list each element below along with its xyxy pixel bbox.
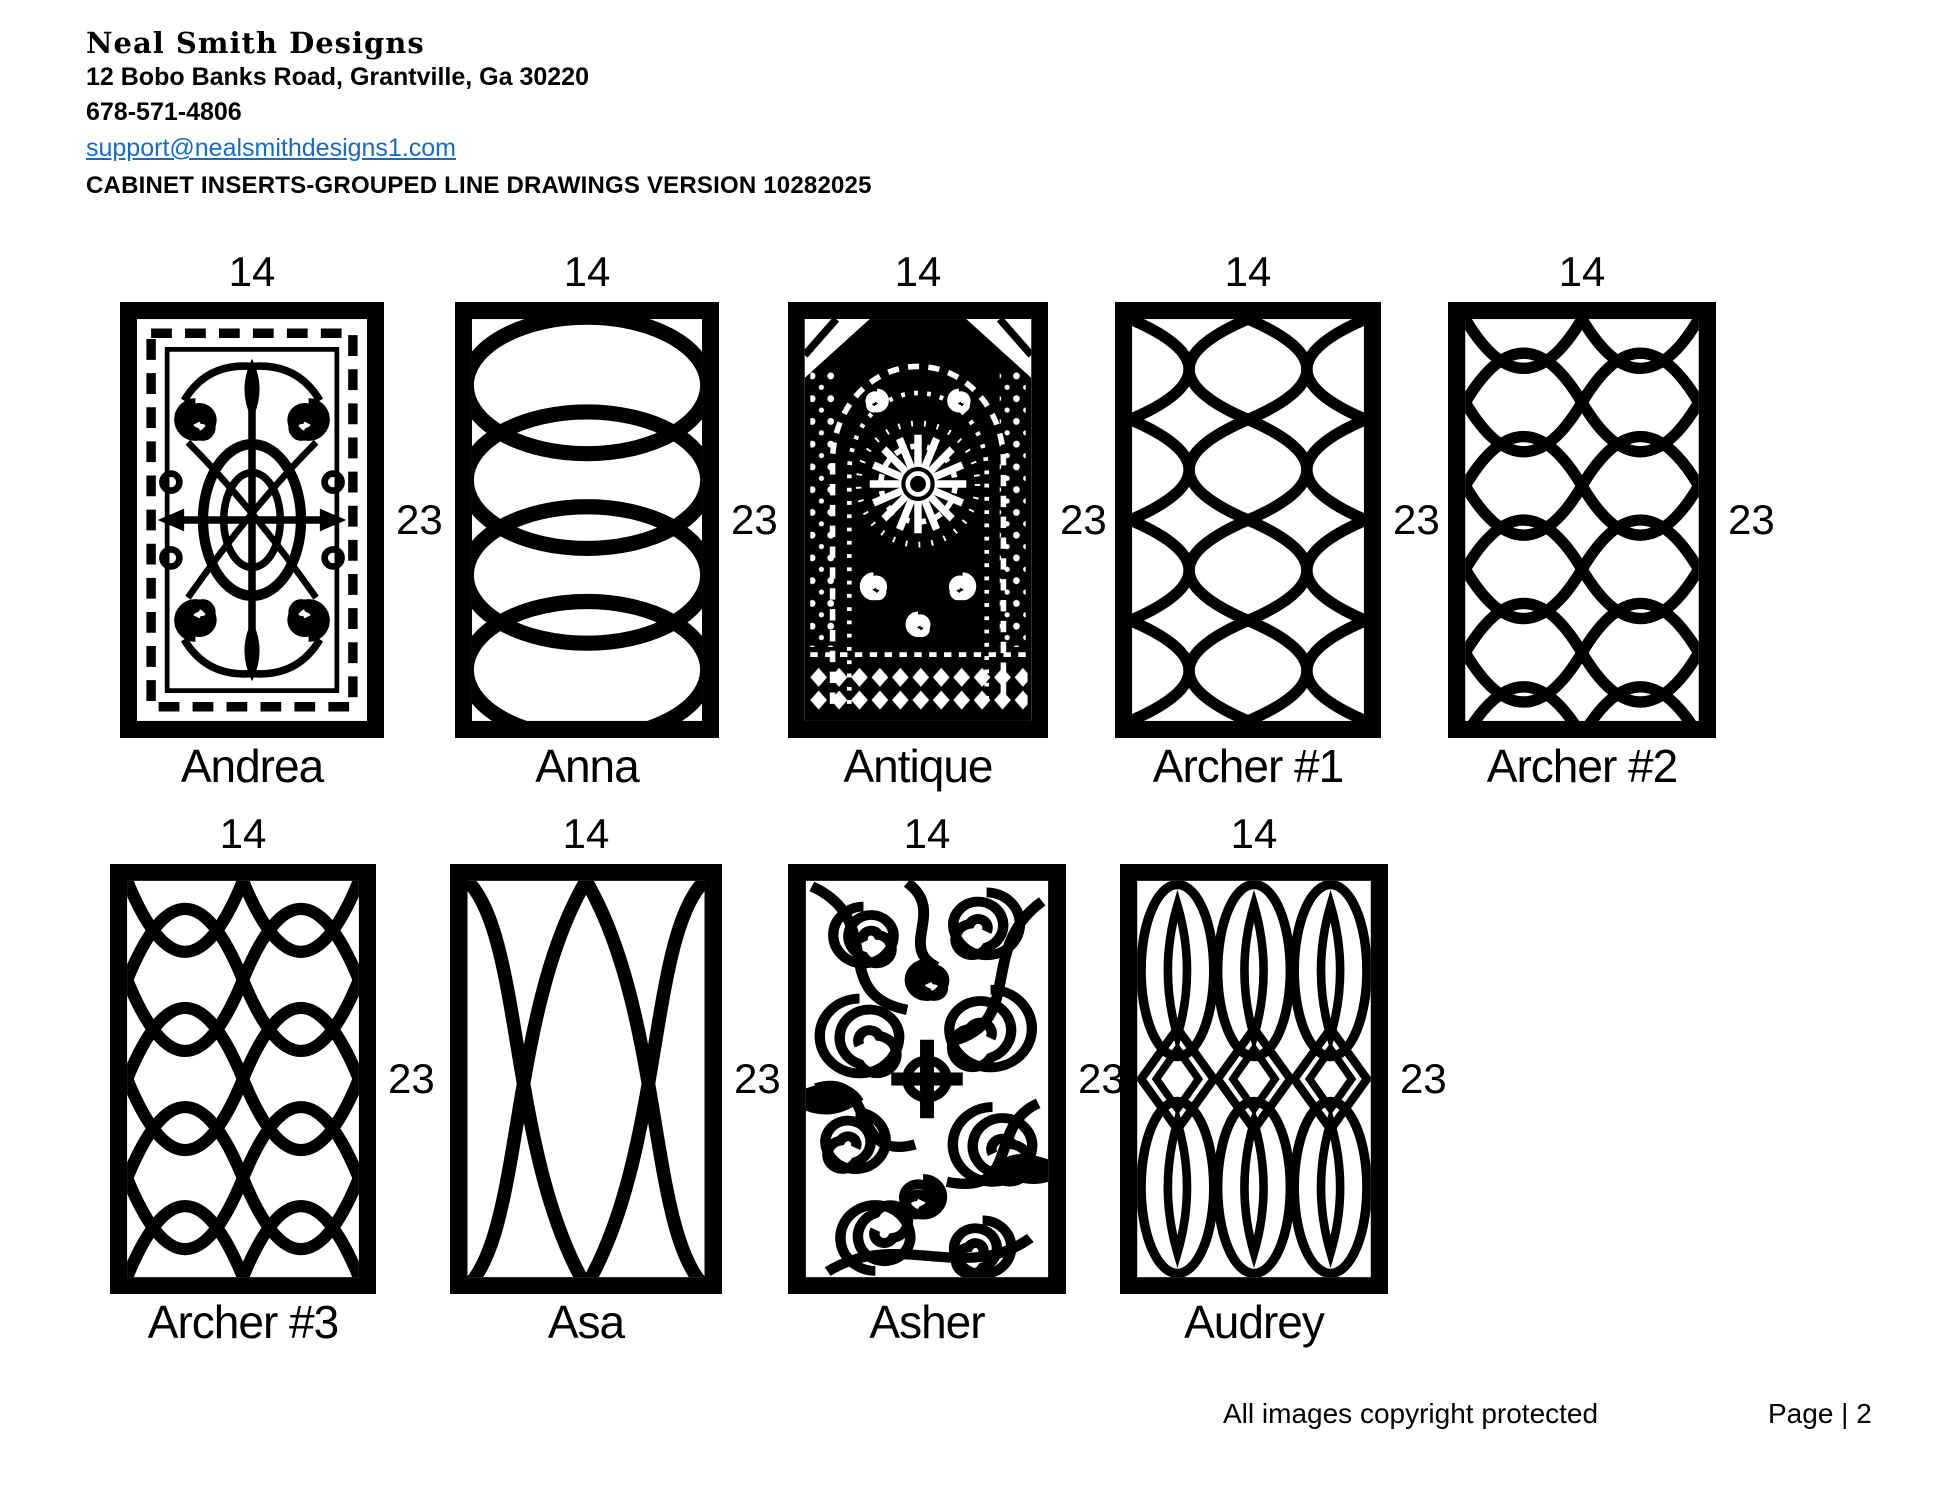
archer-3-line-drawing	[110, 864, 376, 1294]
company-email-line	[86, 134, 456, 163]
panel-name: Asher	[869, 1296, 985, 1348]
panel-name: Archer #1	[1152, 740, 1344, 792]
width-dim-label: 14	[1230, 810, 1278, 857]
panel-group-audrey	[1120, 808, 1447, 1348]
width-dim-label: 14	[562, 810, 610, 857]
panel-name: Audrey	[1184, 1296, 1324, 1348]
width-dim-label: 14	[228, 248, 276, 295]
panel-name: Archer #2	[1486, 740, 1678, 792]
company-phone: 678-571-4806	[86, 98, 242, 126]
height-dim-label: 23	[1393, 496, 1440, 543]
copyright-notice: All images copyright protected	[1223, 1398, 1599, 1429]
height-dim-label: 23	[1060, 496, 1107, 543]
width-dim-label: 14	[1224, 248, 1272, 295]
width-dim-label: 14	[1558, 248, 1606, 295]
width-dim-label: 14	[894, 248, 942, 295]
panel-group-archer-1	[1115, 246, 1440, 792]
panel-group-antique	[788, 246, 1107, 792]
panel-name: Archer #3	[147, 1296, 339, 1348]
panel-group-asa	[450, 808, 781, 1348]
panel-group-anna	[455, 246, 778, 792]
panel-name: Anna	[535, 740, 639, 792]
height-dim-label: 23	[1078, 1055, 1125, 1102]
panel-name: Asa	[547, 1296, 625, 1348]
height-dim-label: 23	[731, 496, 778, 543]
company-name: Neal Smith Designs	[86, 26, 425, 60]
height-dim-label: 23	[396, 496, 443, 543]
panel-name: Antique	[843, 740, 993, 792]
archer-2-line-drawing	[1448, 302, 1716, 738]
anna-line-drawing	[455, 302, 719, 738]
width-dim-label: 14	[219, 810, 267, 857]
width-dim-label: 14	[903, 810, 951, 857]
panel-group-asher	[788, 808, 1125, 1348]
company-address: 12 Bobo Banks Road, Grantville, Ga 30220	[86, 63, 589, 91]
andrea-line-drawing	[120, 302, 384, 738]
panel-group-andrea	[120, 246, 443, 792]
height-dim-label: 23	[1400, 1055, 1447, 1102]
asher-line-drawing	[788, 864, 1066, 1294]
height-dim-label: 23	[1728, 496, 1775, 543]
page-number: Page | 2	[1768, 1398, 1872, 1429]
asa-line-drawing	[450, 864, 722, 1294]
archer-1-line-drawing	[1115, 302, 1381, 738]
page-title: CABINET INSERTS-GROUPED LINE DRAWINGS VERSION 10282025	[86, 172, 872, 199]
audrey-line-drawing	[1120, 864, 1388, 1294]
width-dim-label: 14	[563, 248, 611, 295]
panel-name: Andrea	[180, 740, 324, 792]
antique-line-drawing	[788, 302, 1048, 738]
height-dim-label: 23	[388, 1055, 435, 1102]
panel-group-archer-3	[110, 808, 435, 1348]
height-dim-label: 23	[734, 1055, 781, 1102]
panel-group-archer-2	[1448, 246, 1775, 792]
email-link[interactable]: support@nealsmithdesigns1.com	[86, 134, 457, 162]
